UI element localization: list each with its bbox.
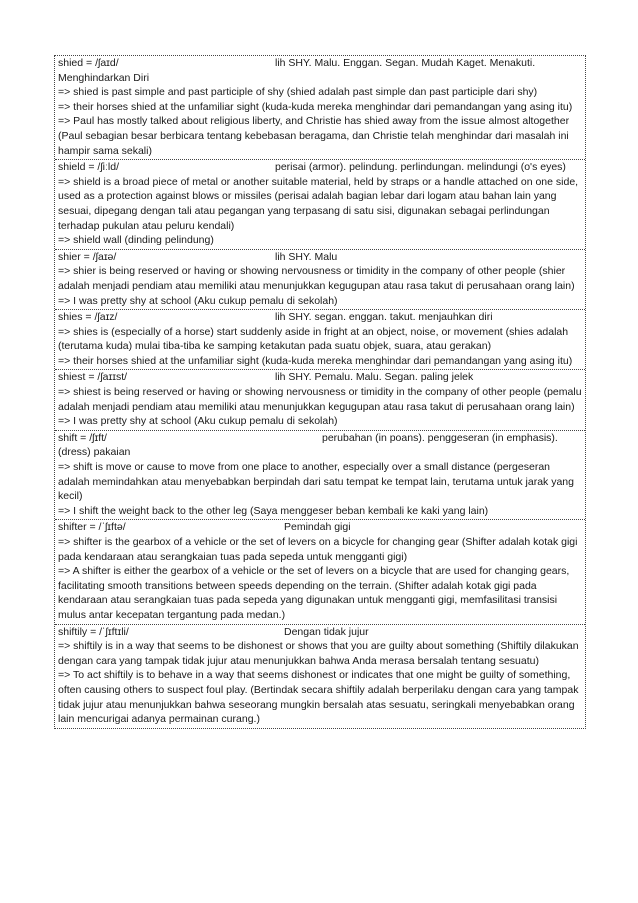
short-translation: lih SHY. segan. enggan. takut. menjauhkan diri (275, 311, 493, 324)
headword-pronunciation: shier = /ʃaɪə/ (58, 250, 117, 263)
definition-line: => shield is a broad piece of metal or another suitable material, held by straps or a handle attached on one side, used as a protection against blows or missiles (perisai adalah bagian lebar dari logam atau bahan lain yang sesuai, dipegang dengan tali atau pegangan yang terpasang di satu sisi, digunakan sebagai perlindungan terhadap pukulan atau peluru kendali) (58, 175, 579, 232)
definition-line: => shiftily is in a way that seems to be dishonest or shows that you are guilty about something (Shiftily dilakukan dengan cara yang tampak tidak jujur atau menunjukkan bahwa Anda merasa bersalah tentang sesuatu) (58, 640, 579, 667)
example-line: => their horses shied at the unfamiliar sight (kuda-kuda mereka menghindar dari pemandangan yang asing itu) (58, 354, 573, 367)
definition-line: => shiest is being reserved or having or showing nervousness or timidity in the company of other people (pemalu adalah menjadi pendiam atau memiliki atau menunjukkan kegugupan atau rasa takut di perusahaan orang lain) (58, 386, 582, 413)
entry-headline (58, 250, 583, 265)
headword-pronunciation: shiest = /ʃaɪɪst/ (58, 371, 128, 384)
dictionary-entry (55, 310, 585, 370)
dictionary-entry (55, 520, 585, 624)
example-line: => I was pretty shy at school (Aku cukup pemalu di sekolah) (58, 415, 338, 428)
definition-line: => shier is being reserved or having or showing nervousness or timidity in the company of other people (shier adalah menjadi pendiam atau memiliki atau menunjukkan kegugupan atau rasa takut di perusahaan orang lain) (58, 265, 575, 292)
example-line: => their horses shied at the unfamiliar sight (kuda-kuda mereka menghindar dari pemandangan yang asing itu) (58, 100, 573, 113)
entry-headline (58, 431, 583, 446)
example-line: => I was pretty shy at school (Aku cukup pemalu di sekolah) (58, 294, 338, 307)
short-translation: lih SHY. Malu. Enggan. Segan. Mudah Kaget. Menakuti. (275, 57, 536, 69)
dictionary-entry (55, 250, 585, 310)
short-translation: Pemindah gigi (284, 521, 351, 534)
dictionary-entry (55, 625, 585, 728)
example-line: => Paul has mostly talked about religious liberty, and Christie has shied away from the issue almost altogether (Paul sebagian besar berbicara tentang kebebasan beragama, dan Christie telah menghindar dari masalah ini hampir sama sekali) (58, 115, 570, 157)
short-translation: Dengan tidak jujur (284, 625, 369, 638)
short-translation: lih SHY. Malu (275, 250, 338, 263)
headword-pronunciation: shift = /ʃɪft/ (58, 431, 107, 444)
dictionary-page (54, 55, 586, 729)
translation-continuation: Menghindarkan Diri (58, 71, 150, 84)
definition-line: => shies is (especially of a horse) start suddenly aside in fright at an object, noise, or movement (shies adalah (terutama kuda) mulai tiba-tiba ke samping ketakutan pada suatu objek, suara, atau gerakan) (58, 325, 569, 353)
headword-pronunciation: shiftily = /ˈʃɪftɪli/ (58, 625, 129, 638)
entry-headline (58, 520, 583, 535)
example-line: => I shift the weight back to the other leg (Saya menggeser beban kembali ke kaki yang lain) (58, 504, 489, 517)
headword-pronunciation: shifter = /ˈʃɪftə/ (58, 521, 126, 534)
dictionary-entry (55, 431, 585, 521)
entry-headline (58, 160, 583, 175)
entry-headline (58, 370, 583, 385)
headword-pronunciation: shield = /ʃiːld/ (58, 161, 119, 174)
short-translation: lih SHY. Pemalu. Malu. Segan. paling jelek (275, 371, 474, 384)
translation-continuation: (dress) pakaian (58, 446, 131, 459)
entry-headline (58, 310, 583, 325)
headword-pronunciation: shies = /ʃaɪz/ (58, 311, 118, 324)
definition-line: => shift is move or cause to move from one place to another, especially over a small distance (pergeseran adalah memindahkan atau menyebabkan berpindah dari satu tempat ke tempat lain, terutama untuk jarak yang kecil) (58, 461, 574, 503)
entry-headline (58, 625, 583, 640)
definition-line: => shied is past simple and past participle of shy (shied adalah past simple dan past participle dari shy) (58, 86, 538, 99)
example-line: => shield wall (dinding pelindung) (58, 234, 214, 247)
short-translation: perubahan (in poans). penggeseran (in emphasis). (322, 431, 558, 444)
dictionary-entry (55, 56, 585, 160)
example-line: => A shifter is either the gearbox of a vehicle or the set of levers on a bicycle that are used for changing gears, facilitating smooth transitions between speeds depending on the terrain. (Shifter adalah kotak gigi pada kendaraan atau serangkaian tuas pada sepeda yang digunakan untuk mengganti gigi, memfasilitasi transisi mulus antar kecepatan tergantung pada medan.) (58, 565, 570, 621)
definition-line: => shifter is the gearbox of a vehicle or the set of levers on a bicycle for changing gear (Shifter adalah kotak gigi pada kendaraan atau serangkaian tuas pada sepeda untuk mengganti gigi) (58, 536, 578, 563)
entry-headline (58, 56, 583, 71)
dictionary-entry (55, 370, 585, 430)
headword-pronunciation: shied = /ʃaɪd/ (58, 57, 119, 69)
dictionary-entry (55, 160, 585, 250)
short-translation: perisai (armor). pelindung. perlindungan. melindungi (o's eyes) (275, 161, 566, 174)
example-line: => To act shiftily is to behave in a way that seems dishonest or indicates that one might be guilty of something, often causing others to suspect foul play. (Bertindak secara shiftily adalah berperilaku dengan cara yang tampak tidak jujur atau menunjukkan bahwa seseorang mungkin bersalah atas sesuatu, seringkali menyebabkan orang lain mencurigai adanya permainan curang.) (58, 669, 579, 726)
